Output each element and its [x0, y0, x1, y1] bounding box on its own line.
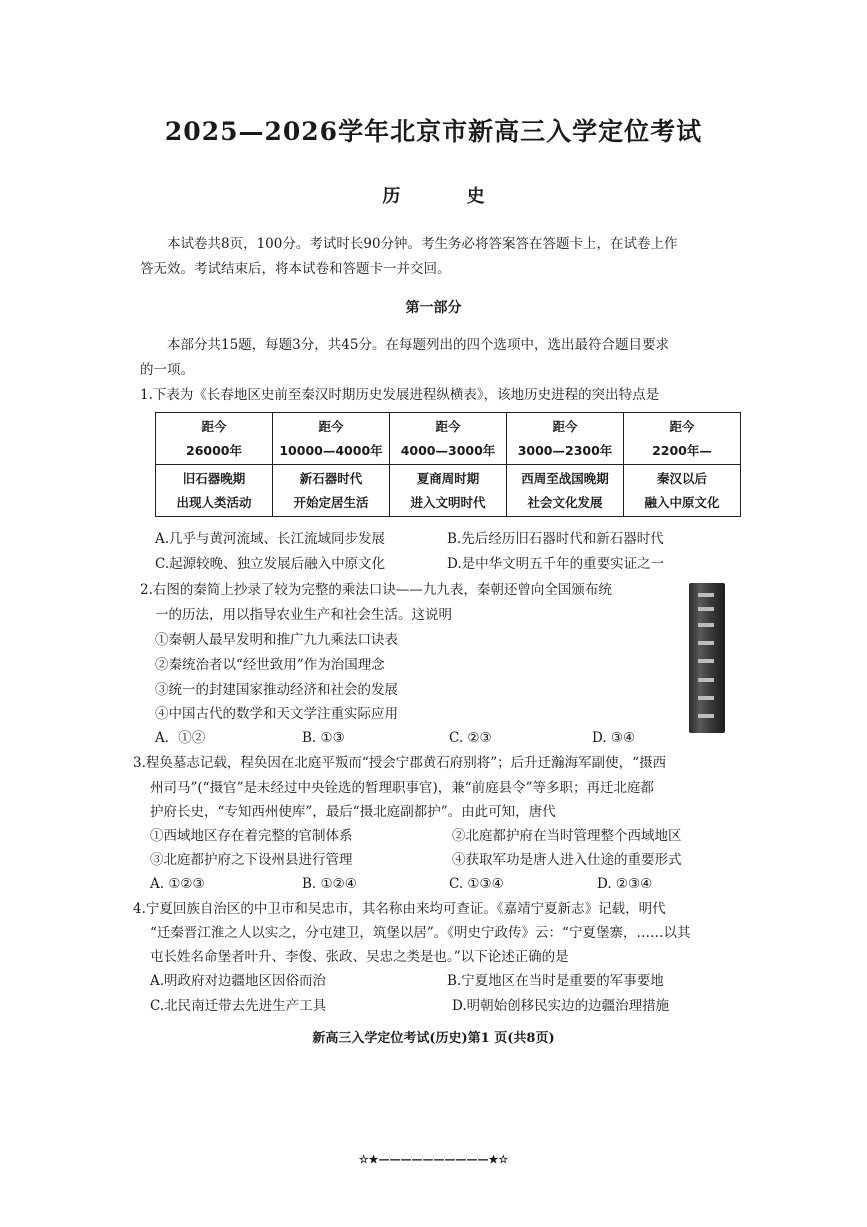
bamboo-slip-image	[689, 583, 725, 733]
q1-option-a: A.几乎与黄河流域、长江流域同步发展	[155, 531, 386, 547]
slip-mark	[698, 593, 714, 597]
table-cell: 旧石器晚期 出现人类活动	[156, 465, 273, 517]
footer-ornament: ☆★——————————★☆	[358, 1153, 509, 1166]
slip-mark	[698, 714, 714, 718]
table-cell: 新石器时代 开始定居生活	[273, 465, 390, 517]
subject-heading: 历 史	[382, 186, 515, 207]
q2-statement-3: ③统一的封建国家推动经济和社会的发展	[155, 682, 398, 698]
q1-timeline-table	[155, 412, 741, 517]
table-row-desc	[156, 465, 741, 517]
q3-statement-3: ③北庭都护府之下设州县进行管理	[150, 852, 353, 868]
table-cell: 距今 3000—2300年	[507, 413, 624, 465]
q3-statement-1: ①西域地区存在着完整的官制体系	[150, 828, 353, 844]
slip-mark	[698, 623, 714, 627]
q3-option-c: C. ①③④	[449, 876, 504, 892]
q4-option-c: C.北民南迁带去先进生产工具	[150, 998, 327, 1014]
table-cell: 距今 2200年—	[624, 413, 741, 465]
q2-statement-4: ④中国古代的数学和天文学注重实际应用	[155, 706, 398, 722]
section-intro-line-2: 的一项。	[140, 362, 194, 378]
q3-stem-line-3: 护府长史，“专知西州使库”，最后“摄北庭副都护”。由此可知，唐代	[150, 804, 556, 820]
slip-mark	[698, 641, 714, 645]
q4-stem-line-1: 4.宁夏回族自治区的中卫市和吴忠市，其名称由来均可查证。《嘉靖宁夏新志》记载，明代	[133, 901, 666, 917]
q1-option-b: B.先后经历旧石器时代和新石器时代	[447, 531, 664, 547]
q2-option-b: B. ①③	[302, 730, 345, 746]
intro-line-1: 本试卷共8页，100分。考试时长90分钟。考生务必将答案答在答题卡上，在试卷上作	[167, 236, 678, 252]
q4-option-b: B.宁夏地区在当时是重要的军事要地	[447, 973, 664, 989]
q4-stem-line-3: 屯长姓名命堡者叶升、李俊、张政、吴忠之类是也。”以下论述正确的是	[150, 949, 569, 965]
slip-mark	[698, 696, 714, 700]
page-footer: 新高三入学定位考试(历史)第1 页(共8页)	[312, 1031, 555, 1046]
q4-option-d: D.明朝始创移民实边的边疆治理措施	[452, 998, 670, 1014]
q2-option-a: A．①②	[155, 730, 206, 746]
q2-statement-1: ①秦朝人最早发明和推广九九乘法口诀表	[155, 632, 398, 648]
q2-statement-2: ②秦统治者以“经世致用”作为治国理念	[155, 657, 385, 673]
q3-statement-4: ④获取军功是唐人进入仕途的重要形式	[452, 852, 682, 868]
q3-option-a: A. ①②③	[150, 876, 205, 892]
q2-stem-line-2: 一的历法，用以指导农业生产和社会生活。这说明	[155, 607, 452, 623]
table-cell: 距今 4000—3000年	[390, 413, 507, 465]
section-intro-line-1: 本部分共15题，每题3分，共45分。在每题列出的四个选项中，选出最符合题目要求	[167, 337, 669, 353]
table-cell: 距今 26000年	[156, 413, 273, 465]
intro-line-2: 答无效。考试结束后，将本试卷和答题卡一并交回。	[140, 261, 451, 277]
q3-stem-line-1: 3.程奂墓志记载，程奂因在北庭平叛而“授会宁郡黄石府别将”；后升迁瀚海军副使，“摄西	[133, 755, 667, 771]
q2-option-c: C. ②③	[449, 730, 492, 746]
q3-option-b: B. ①②④	[302, 876, 357, 892]
q4-option-a: A.明政府对边疆地区因俗而治	[150, 973, 327, 989]
slip-mark	[698, 607, 714, 611]
q2-stem-line-1: 2.右图的秦简上抄录了较为完整的乘法口诀——九九表，秦朝还曾向全国颁布统	[140, 582, 612, 598]
table-cell: 夏商周时期 进入文明时代	[390, 465, 507, 517]
table-row-time	[156, 413, 741, 465]
q1-option-c: C.起源较晚、独立发展后融入中原文化	[155, 556, 386, 572]
slip-mark	[698, 678, 714, 682]
q3-stem-line-2: 州司马”(“摄官”是未经过中央铨选的暂理职事官)，兼“前庭县令”等多职；再迁北庭都	[150, 780, 655, 796]
q3-option-d: D. ②③④	[597, 876, 653, 892]
table-cell: 距今 10000—4000年	[273, 413, 390, 465]
slip-mark	[698, 659, 714, 663]
section-title: 第一部分	[405, 300, 462, 316]
table-cell: 西周至战国晚期 社会文化发展	[507, 465, 624, 517]
q1-stem: 1.下表为《长春地区史前至秦汉时期历史发展进程纵横表》，该地历史进程的突出特点是	[140, 387, 660, 403]
q4-stem-line-2: “迁秦晋江淮之人以实之，分屯建卫，筑堡以居”。《明史宁政传》云：“宁夏堡寨，……以其	[150, 925, 691, 941]
q1-option-d: D.是中华文明五千年的重要实证之一	[447, 556, 665, 572]
q2-option-d: D. ③④	[592, 730, 636, 746]
table-cell: 秦汉以后 融入中原文化	[624, 465, 741, 517]
exam-title: 2025—2026学年北京市新高三入学定位考试	[164, 117, 703, 146]
q3-statement-2: ②北庭都护府在当时管理整个西域地区	[452, 828, 682, 844]
